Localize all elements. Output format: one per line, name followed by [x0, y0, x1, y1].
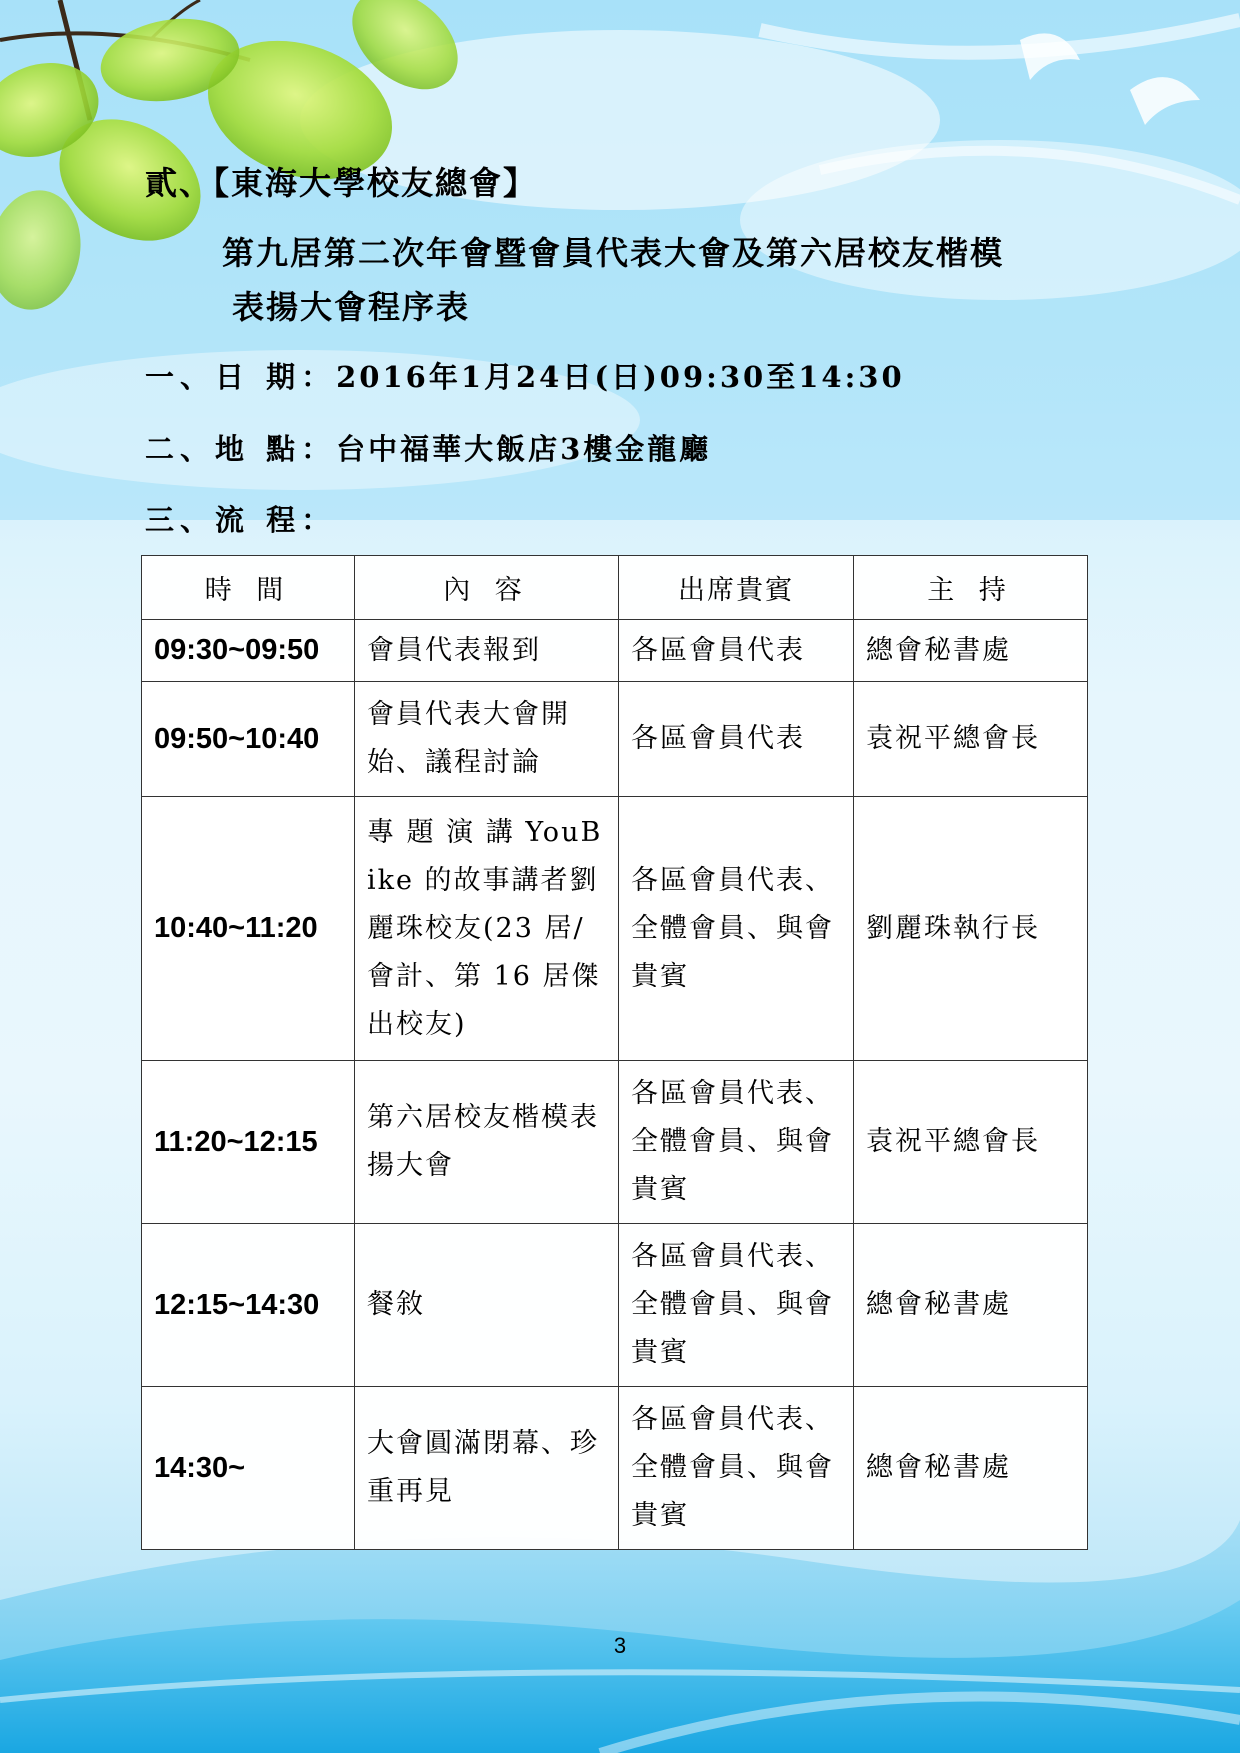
flow-label: 三、流 程：	[145, 503, 337, 537]
page-number: 3	[613, 1633, 627, 1658]
section-heading: 貳、【東海大學校友總會】	[145, 164, 538, 202]
cell-time: 12:15~14:30	[142, 1224, 355, 1387]
cell-host: 袁祝平總會長	[854, 682, 1088, 797]
cell-guests: 各區會員代表	[619, 620, 854, 682]
table-row	[142, 682, 1088, 797]
cell-guests: 各區會員代表、全體會員、與會貴賓	[619, 1224, 854, 1387]
schedule-table	[141, 555, 1088, 1550]
cell-guests: 各區會員代表	[619, 682, 854, 797]
date-value: 2016年1月24日(日)09:30至14:30	[336, 360, 905, 394]
cell-host: 劉麗珠執行長	[854, 797, 1088, 1061]
place-label: 二、地 點：	[145, 432, 337, 466]
table-row	[142, 1387, 1088, 1550]
cell-content: 會員代表大會開始、議程討論	[355, 682, 619, 797]
header-content: 內 容	[355, 556, 619, 620]
cell-time: 14:30~	[142, 1387, 355, 1550]
header-host: 主 持	[854, 556, 1088, 620]
table-header-row	[142, 556, 1088, 620]
cell-guests: 各區會員代表、全體會員、與會貴賓	[619, 797, 854, 1061]
header-time: 時 間	[142, 556, 355, 620]
date-label: 一、日 期：	[145, 360, 337, 394]
cell-host: 總會秘書處	[854, 620, 1088, 682]
cell-time: 09:50~10:40	[142, 682, 355, 797]
cell-time: 11:20~12:15	[142, 1061, 355, 1224]
cell-guests: 各區會員代表、全體會員、與會貴賓	[619, 1387, 854, 1550]
cell-time: 10:40~11:20	[142, 797, 355, 1061]
event-date	[145, 355, 905, 396]
cell-host: 總會秘書處	[854, 1387, 1088, 1550]
event-title-line-1: 第九居第二次年會暨會員代表大會及第六居校友楷模	[222, 234, 1005, 272]
cell-content: 大會圓滿閉幕、珍重再見	[355, 1387, 619, 1550]
table-row	[142, 797, 1088, 1061]
cell-content: 專 題 演 講 YouBike 的故事講者劉麗珠校友(23 居/會計、第 16 居傑出校友)	[355, 797, 619, 1061]
event-title-line-2: 表揚大會程序表	[232, 288, 471, 326]
table-row	[142, 1224, 1088, 1387]
place-value: 台中福華大飯店3樓金龍廳	[336, 432, 712, 466]
table-row	[142, 620, 1088, 682]
cell-content: 餐敘	[355, 1224, 619, 1387]
table-row	[142, 1061, 1088, 1224]
cell-content: 第六居校友楷模表揚大會	[355, 1061, 619, 1224]
event-place	[145, 427, 711, 468]
header-guests: 出席貴賓	[619, 556, 854, 620]
cell-content: 會員代表報到	[355, 620, 619, 682]
cell-guests: 各區會員代表、全體會員、與會貴賓	[619, 1061, 854, 1224]
cell-host: 袁祝平總會長	[854, 1061, 1088, 1224]
cell-host: 總會秘書處	[854, 1224, 1088, 1387]
cell-time: 09:30~09:50	[142, 620, 355, 682]
